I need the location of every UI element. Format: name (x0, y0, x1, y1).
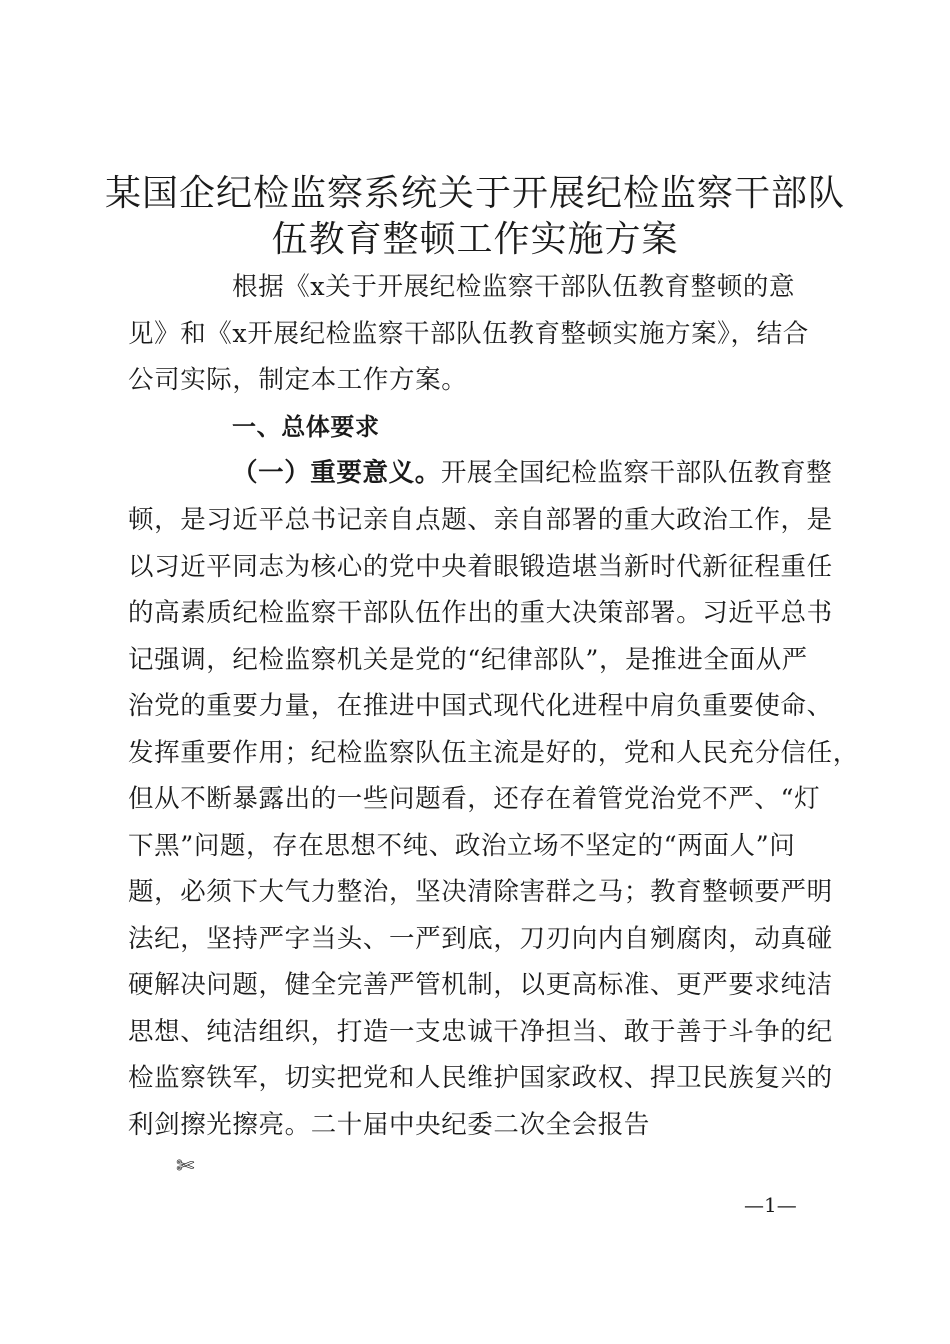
document-title-line-1: 某国企纪检监察系统关于开展纪检监察干部队 (104, 173, 845, 214)
intro-line-1: 根据《x关于开展纪检监察干部队伍教育整顿的意 (232, 272, 796, 302)
intro-line-2: 见》和《x开展纪检监察干部队伍教育整顿实施方案》，结合 (128, 319, 809, 349)
body-line-first (232, 456, 922, 490)
body-line: 以习近平同志为核心的党中央着眼锻造堪当新时代新征程重任 (128, 552, 833, 582)
body-line: 但从不断暴露出的一些问题看，还存在着管党治党不严、“灯 (128, 784, 821, 814)
page-number: —1— (744, 1193, 797, 1217)
body-line: 思想、纯洁组织，打造一支忠诚干净担当、敢于善于斗争的纪 (128, 1017, 833, 1047)
body-line: 利剑擦光擦亮。二十届中央纪委二次全会报告 (128, 1110, 651, 1140)
body-line: 题，必须下大气力整治，坚决清除害群之马；教育整顿要严明 (128, 877, 833, 907)
body-line: 发挥重要作用；纪检监察队伍主流是好的，党和人民充分信任， (128, 738, 859, 768)
body-line: 的高素质纪检监察干部队伍作出的重大决策部署。习近平总书 (128, 598, 833, 628)
body-line: 治党的重要力量，在推进中国式现代化进程中肩负重要使命、 (128, 691, 833, 721)
body-line: 检监察铁军，切实把党和人民维护国家政权、捍卫民族复兴的 (128, 1063, 833, 1093)
document-title-line-2: 伍教育整顿工作实施方案 (271, 219, 679, 260)
intro-line-3: 公司实际，制定本工作方案。 (128, 365, 468, 395)
scissors-icon: ✄ (176, 1154, 195, 1179)
subsection-label: （一）重要意义。 (232, 458, 441, 488)
section-heading: 一、总体要求 (232, 413, 380, 441)
body-line: 顿，是习近平总书记亲自点题、亲自部署的重大政治工作，是 (128, 505, 833, 535)
body-line-first-text: 开展全国纪检监察干部队伍教育整 (440, 458, 833, 488)
body-line: 下黑”问题，存在思想不纯、政治立场不坚定的“两面人”问 (128, 831, 796, 861)
body-line: 法纪，坚持严字当头、一严到底，刀刃向内自剜腐肉，动真碰 (128, 924, 833, 954)
body-line: 记强调，纪检监察机关是党的“纪律部队”，是推进全面从严 (128, 645, 808, 675)
body-line: 硬解决问题，健全完善严管机制，以更高标准、更严要求纯洁 (128, 970, 833, 1000)
